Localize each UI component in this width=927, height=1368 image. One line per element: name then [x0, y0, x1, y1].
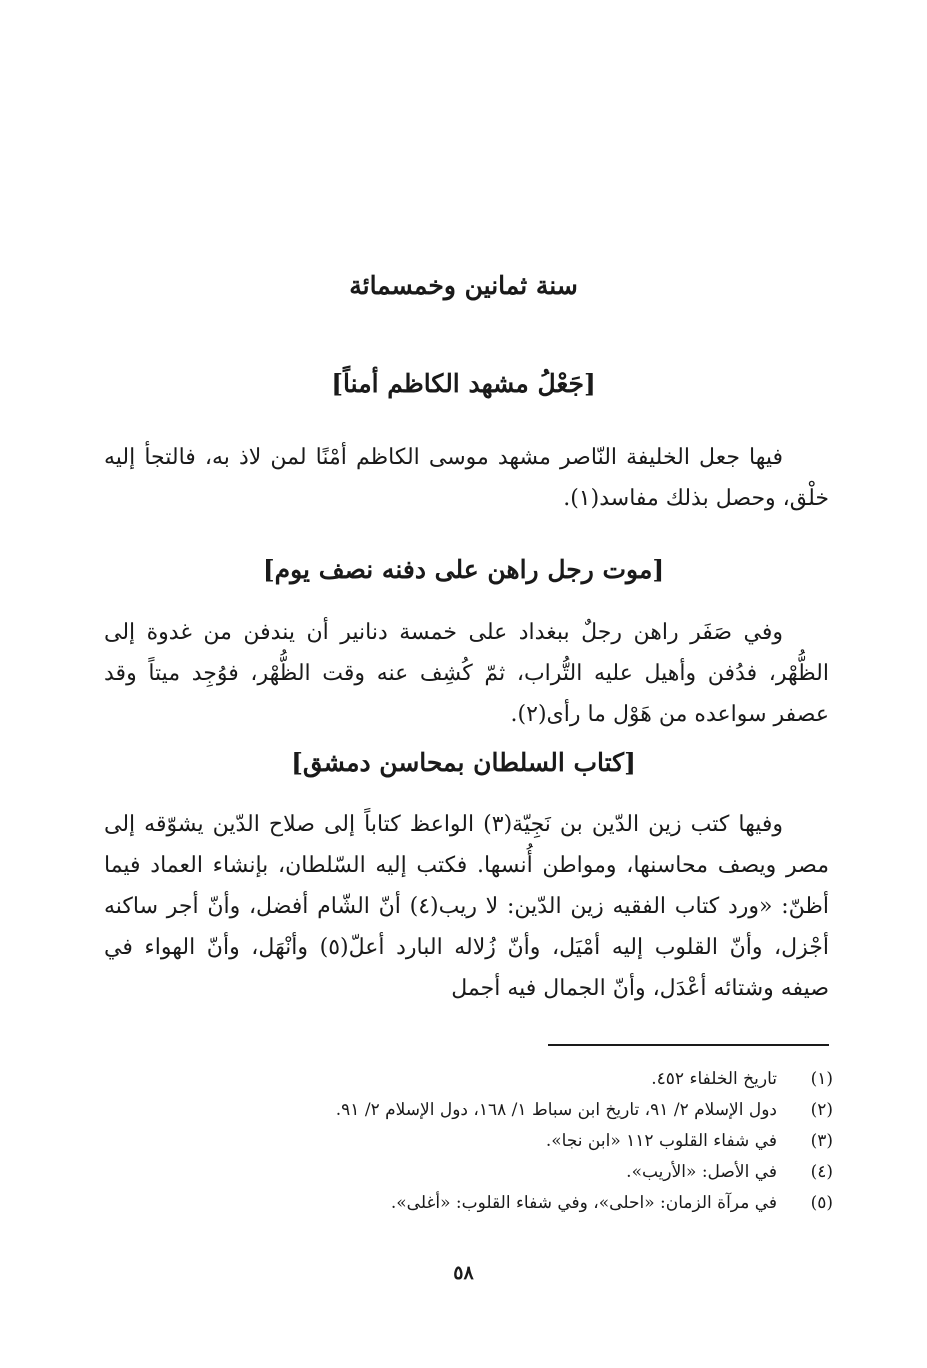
- footnote-number: (٤): [810, 1162, 833, 1182]
- footnotes: [110, 1064, 833, 1219]
- footnote-item: [110, 1126, 833, 1157]
- page-number: ٥٨: [453, 1262, 474, 1284]
- footnote-number: (٢): [810, 1100, 833, 1120]
- paragraph-sultan-letter: وفيها كتب زين الدّين بن نَجِيّة(٣) الواعظ كتاباً إلى صلاح الدّين يشوّقه إلى مصر ويصف محاسنها، ومواطن أُنسها. فكتب إليه السّلطان، بإنشاء العماد فيما أظنّ: «ورد كتاب الفقيه زين الدّين: لا ريب(٤) أنّ الشّام أفضل، وأنّ أجر ساكنه أجْزل، وأنّ القلوب إليه أمْيَل، وأنّ زُلاله البارد أعلّ(٥) وأنْهَل، وأنّ الهواء في صيفه وشتائه أعْدَل، وأنّ الجمال فيه أجمل: [104, 812, 830, 1001]
- section-heading-burial-wager: [موت رجل راهن على دفنه نصف يوم]: [262, 555, 665, 584]
- footnote-text: في مرآة الزمان: «احلى»، وفي شفاء القلوب: «أغلى».: [390, 1193, 777, 1213]
- paragraph-kazim-shrine: فيها جعل الخليفة النّاصر مشهد موسى الكاظم أمْنًا لمن لاذ به، فالتجأ إليه خلْق، وحصل بذلك مفاسد(١).: [104, 445, 829, 511]
- page-title: سنة ثمانين وخمسمائة: [349, 271, 578, 300]
- footnote-item: [110, 1188, 833, 1219]
- footnote-text: دول الإسلام ٢/ ٩١، تاريخ ابن سباط ١/ ١٦٨، دول الإسلام ٢/ ٩١.: [335, 1100, 777, 1120]
- section-heading-sultan-letter: [كتاب السلطان بمحاسن دمشق]: [291, 748, 636, 777]
- paragraph-burial-wager: وفي صَفَر راهن رجلٌ ببغداد على خمسة دنانير أن يندفن من غدوة إلى الظُّهْر، فدُفن وأهيل عليه التُّراب، ثمّ كُشِف عنه وقت الظُّهْر، فوُجِد ميتاً وقد عصفر سواعده من هَوْل ما رأى(٢).: [104, 620, 829, 727]
- footnote-divider: [548, 1044, 829, 1046]
- footnote-item: [110, 1157, 833, 1188]
- footnote-number: (١): [810, 1069, 833, 1089]
- footnote-item: [110, 1095, 833, 1126]
- footnote-text: تاريخ الخلفاء ٤٥٢.: [651, 1069, 777, 1089]
- footnote-text: في شفاء القلوب ١١٢ «ابن نجا».: [545, 1131, 777, 1151]
- section-heading-kazim-shrine: [جَعْلُ مشهد الكاظم أمناً]: [331, 369, 596, 398]
- footnote-number: (٥): [810, 1193, 833, 1213]
- footnote-item: [110, 1064, 833, 1095]
- footnote-text: في الأصل: «الأريب».: [626, 1162, 777, 1182]
- footnote-number: (٣): [810, 1131, 833, 1151]
